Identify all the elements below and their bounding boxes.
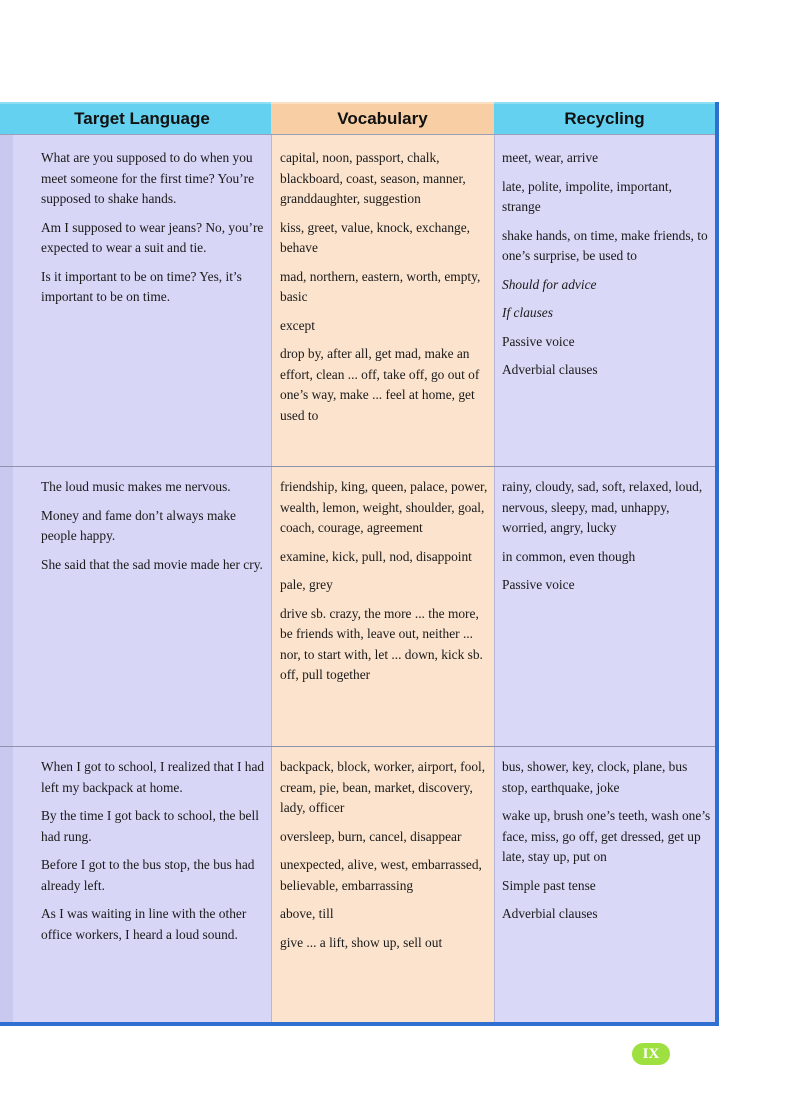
left-margin-band	[0, 102, 13, 1024]
target-sentence: Am I supposed to wear jeans? No, you’re expected to wear a suit and tie.	[41, 219, 264, 255]
recycling-item: late, polite, impolite, important, strange	[502, 178, 672, 214]
recycling-item: Passive voice	[502, 577, 575, 592]
row3-target-language	[41, 757, 265, 953]
row1-target-language	[41, 148, 265, 316]
header-left-band	[0, 102, 13, 134]
row1-recycling	[502, 148, 712, 389]
table-right-edge	[715, 102, 719, 1024]
table-bottom-edge	[0, 1022, 719, 1026]
recycling-item: Adverbial clauses	[502, 906, 598, 921]
vocabulary-group: drop by, after all, get mad, make an effort, clean ... off, take off, go out of one’s way, make ... feel at home, get used to	[280, 346, 480, 423]
row3-vocabulary	[280, 757, 490, 961]
vocabulary-group: capital, noon, passport, chalk, blackboard, coast, season, manner, granddaughter, suggestion	[280, 150, 466, 206]
header-divider	[0, 134, 715, 135]
vocabulary-group: except	[280, 317, 315, 333]
recycling-item: in common, even though	[502, 548, 636, 564]
row2-target-language	[41, 477, 265, 583]
target-sentence: By the time I got back to school, the bell had rung.	[41, 808, 259, 844]
vocabulary-group: friendship, king, queen, palace, power, wealth, lemon, weight, shoulder, goal, coach, courage, agreement	[280, 479, 488, 535]
header-target-language: Target Language	[13, 102, 271, 134]
target-sentence: As I was waiting in line with the other office workers, I heard a loud sound.	[41, 906, 247, 942]
recycling-item: If clauses	[502, 305, 553, 320]
vocabulary-group: drive sb. crazy, the more ... the more, be friends with, leave out, neither ... nor, to start with, let ... down, kick sb. off, pull together	[280, 605, 483, 682]
row-divider	[0, 466, 715, 467]
recycling-item: wake up, brush one’s teeth, wash one’s face, miss, go off, get dressed, get up late, stay up, put on	[502, 808, 711, 864]
vocabulary-group: kiss, greet, value, knock, exchange, behave	[280, 219, 471, 255]
row1-vocabulary	[280, 148, 490, 434]
vocabulary-group: above, till	[280, 906, 334, 921]
vocabulary-group: oversleep, burn, cancel, disappear	[280, 828, 462, 844]
recycling-item: Simple past tense	[502, 877, 596, 893]
column-separator	[494, 102, 495, 1024]
recycling-item: shake hands, on time, make friends, to one’s surprise, be used to	[502, 227, 708, 263]
recycling-item: meet, wear, arrive	[502, 150, 599, 165]
target-sentence: When I got to school, I realized that I had left my backpack at home.	[41, 759, 265, 795]
page-number-badge: IX	[632, 1043, 670, 1065]
column-separator	[271, 102, 272, 1024]
target-sentence: She said that the sad movie made her cry.	[41, 556, 263, 572]
target-sentence: Is it important to be on time? Yes, it’s important to be on time.	[41, 268, 242, 304]
header-recycling: Recycling	[494, 102, 715, 134]
row-divider	[0, 746, 715, 747]
target-sentence: What are you supposed to do when you meet someone for the first time? You’re supposed to shake hands.	[41, 150, 255, 206]
row2-vocabulary	[280, 477, 490, 694]
syllabus-table	[0, 102, 718, 1024]
target-sentence: Before I got to the bus stop, the bus had already left.	[41, 857, 255, 893]
target-sentence: The loud music makes me nervous.	[41, 479, 231, 494]
row3-recycling	[502, 757, 712, 933]
recycling-item: Should for advice	[502, 276, 597, 292]
recycling-item: bus, shower, key, clock, plane, bus stop, earthquake, joke	[502, 759, 688, 795]
vocabulary-group: unexpected, alive, west, embarrassed, believable, embarrassing	[280, 857, 482, 893]
vocabulary-group: mad, northern, eastern, worth, empty, basic	[280, 268, 481, 304]
recycling-item: Passive voice	[502, 333, 575, 349]
vocabulary-group: backpack, block, worker, airport, fool, cream, pie, bean, market, discovery, lady, officer	[280, 759, 486, 815]
header-vocabulary: Vocabulary	[271, 102, 494, 134]
vocabulary-group: give ... a lift, show up, sell out	[280, 934, 443, 950]
vocabulary-group: examine, kick, pull, nod, disappoint	[280, 548, 472, 564]
recycling-item: rainy, cloudy, sad, soft, relaxed, loud, nervous, sleepy, mad, unhappy, worried, angry, lucky	[502, 479, 703, 535]
row2-recycling	[502, 477, 712, 604]
target-sentence: Money and fame don’t always make people happy.	[41, 507, 236, 543]
recycling-item: Adverbial clauses	[502, 362, 598, 377]
vocabulary-group: pale, grey	[280, 577, 333, 592]
